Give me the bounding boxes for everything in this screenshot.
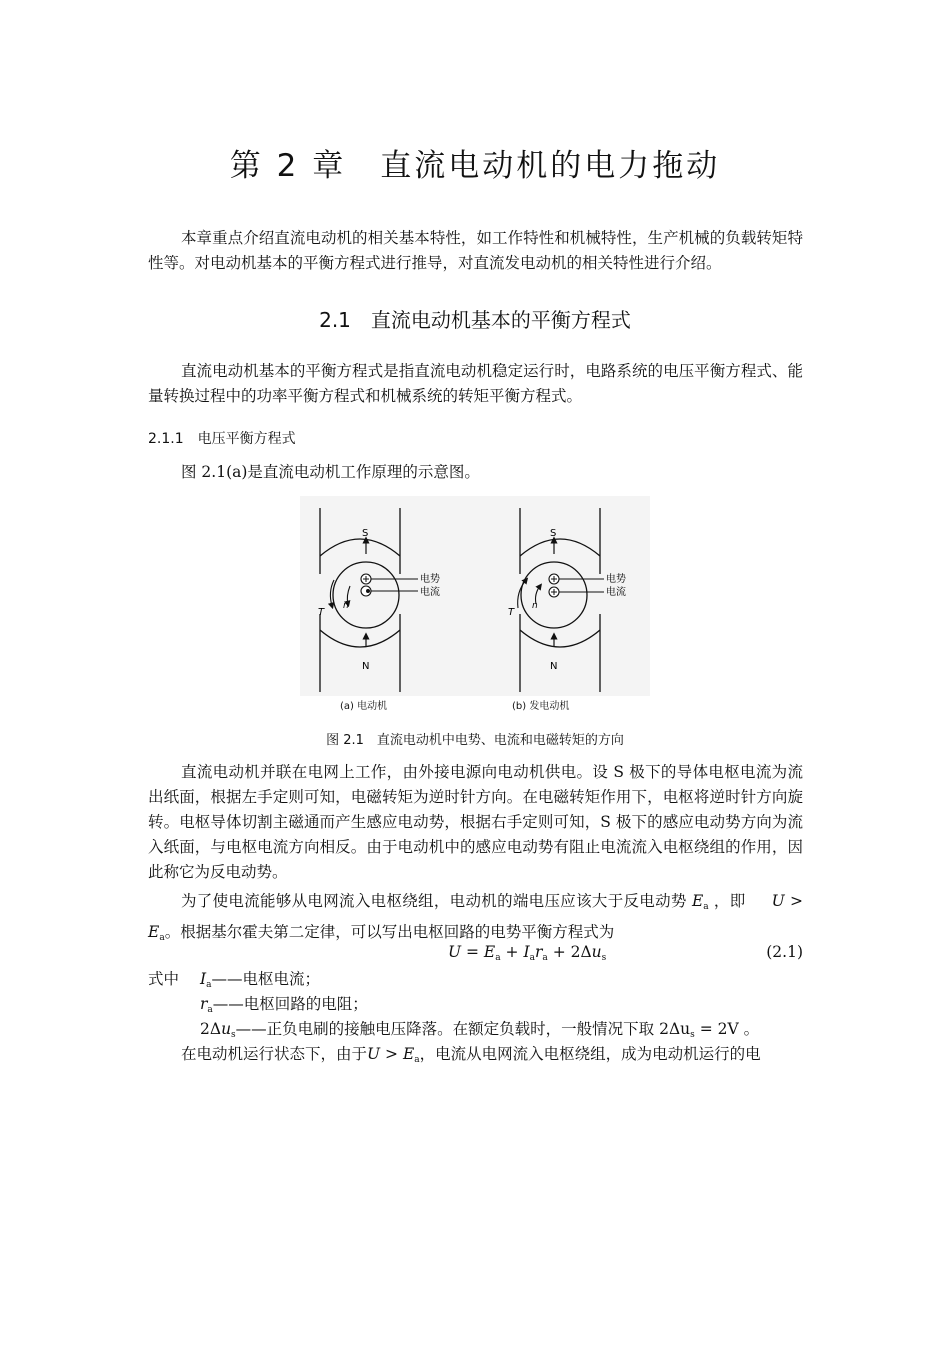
body-paragraph-2: 为了使电流能够从电网流入电枢绕组，电动机的端电压应该大于反电动势 $E_a$ ，即 $U > E_a$。根据基尔霍夫第二定律，可以写出电枢回路的电势平衡方程式为 — [148, 892, 803, 943]
body-paragraph-1: 直流电动机并联在电网上工作，由外接电源向电动机供电。设 S 极下的导体电枢电流为流出纸面，根据左手定则可知，电磁转矩为逆时针方向。在电磁转矩作用下，电枢将逆时针方向旋转。电枢导体切割主磁通而产生感应电动势，根据右手定则可知，S 极下的感应电动势方向为流入纸面，与电枢电流方向相反。由于电动机中的感应电动势有阻止电流流入电枢绕组的作用，因此称它为反电动势。 — [148, 763, 803, 881]
definition-us-text: ——正负电刷的接触电压降落。在额定负载时，一般情况下取 — [235, 1020, 655, 1038]
p2-part-b: ，即 — [713, 892, 746, 910]
emf-label: 电势 — [606, 574, 626, 585]
where-label: 式中 — [148, 970, 180, 988]
chapter-intro: 本章重点介绍直流电动机的相关基本特性，如工作特性和机械特性，生产机械的负载转矩特性等。对电动机基本的平衡方程式进行推导，对直流发电动机的相关特性进行介绍。 — [148, 229, 803, 272]
speed-label: n — [532, 601, 538, 611]
current-label: 电流 — [606, 587, 626, 598]
definition-us-value: 2Δu — [659, 1020, 691, 1038]
subcaption-a: (a) 电动机 — [340, 701, 388, 712]
equation-number: (2.1) — [766, 943, 803, 961]
definition-ra: $r_a——$电枢回路的电阻； — [200, 995, 368, 1015]
definition-ra-text: ——电枢回路的电阻； — [212, 995, 368, 1013]
figure-2-1 — [300, 496, 650, 696]
definition-ia-text: ——电枢电流； — [211, 970, 321, 988]
subcaption-b: (b) 发电动机 — [512, 701, 570, 712]
section-intro: 直流电动机基本的平衡方程式是指直流电动机稳定运行时，电路系统的电压平衡方程式、能量转换过程中的功率平衡方程式和机械系统的转矩平衡方程式。 — [148, 362, 803, 405]
pole-s-label: S — [550, 528, 557, 539]
equation-2-1: $U = E_a + I_ar_a + 2\Delta u_s$ — [448, 943, 607, 963]
p3-part-b: ，电流从电网流入电枢绕组，成为电动机运行的电 — [419, 1045, 761, 1063]
body-paragraph-3: 在电动机运行状态下，由于$U > E_a$，电流从电网流入电枢绕组，成为电动机运行的电 — [181, 1045, 761, 1065]
chapter-title: 第 2 章 直流电动机的电力拖动 — [229, 148, 721, 184]
emf-label: 电势 — [420, 574, 440, 585]
motor-diagram — [318, 508, 440, 692]
pole-n-label: N — [362, 661, 370, 672]
generator-diagram — [508, 508, 626, 692]
section-title: 2.1 直流电动机基本的平衡方程式 — [319, 308, 631, 332]
pole-s-label: S — [362, 528, 369, 539]
definition-us: $2\Delta u_s——$正负电刷的接触电压降落。在额定负载时，一般情况下取 $2\Delta u_s = 2V$ 。 — [200, 1020, 760, 1040]
subsection-title: 2.1.1 电压平衡方程式 — [148, 431, 296, 447]
torque-label: T — [508, 607, 515, 618]
pole-n-label: N — [550, 661, 558, 672]
figure-reference: 图 2.1(a)是直流电动机工作原理的示意图。 — [181, 463, 480, 481]
definition-ia: $I_a——$电枢电流； — [200, 970, 321, 990]
torque-label: T — [318, 607, 325, 618]
figure-caption: 图 2.1 直流电动机中电势、电流和电磁转矩的方向 — [326, 733, 624, 748]
p2-part-a: 为了使电流能够从电网流入电枢绕组，电动机的端电压应该大于反电动势 — [181, 892, 687, 910]
current-label: 电流 — [420, 587, 440, 598]
p3-part-a: 在电动机运行状态下，由于 — [181, 1045, 368, 1063]
definition-us-tail: = 2V 。 — [699, 1020, 760, 1038]
p2-part-c: 。根据基尔霍夫第二定律，可以写出电枢回路的电势平衡方程式为 — [164, 923, 615, 941]
speed-label: n — [343, 601, 349, 611]
